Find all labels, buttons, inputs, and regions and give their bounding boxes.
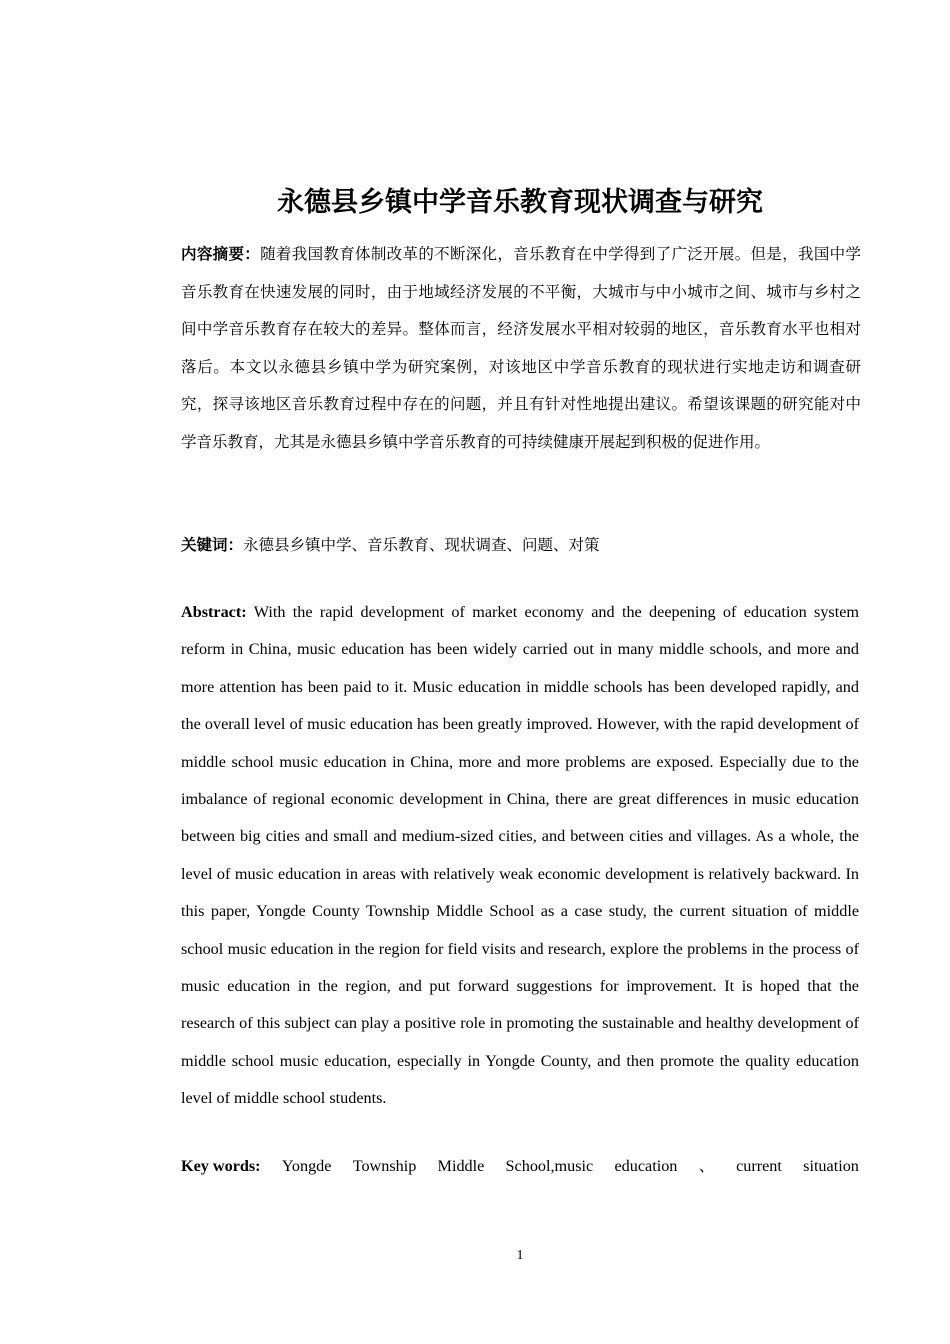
english-keyword: Middle	[437, 1157, 485, 1175]
english-abstract	[181, 594, 859, 1118]
english-abstract-label: Abstract:	[181, 603, 247, 621]
english-abstract-text: With the rapid development of market economy and the deepening of education system reform in China, music education has been widely carried out in many middle schools, and more and more attention has been paid to it. Music education in middle schools has been developed rapidly, and the overall level of music education has been greatly improved. However, with the rapid development of middle school music education in China, more and more problems are exposed. Especially due to the imbalance of regional economic development in China, there are great differences in music education between big cities and small and medium-sized cities, and between cities and villages. As a whole, the level of music education in areas with relatively weak economic development is relatively backward. In this paper, Yongde County Township Middle School as a case study, the current situation of middle school music education in the region for field visits and research, explore the problems in the process of music education in the region, and put forward suggestions for improvement. It is hoped that the research of this subject can play a positive role in promoting the sustainable and healthy development of middle school music education, especially in Yongde County, and then promote the quality education level of middle school students.	[181, 603, 859, 1108]
english-keyword: situation	[803, 1157, 859, 1175]
page-number: 1	[516, 1248, 524, 1263]
english-keyword: School,music	[505, 1157, 594, 1175]
english-keyword-separator: 、	[698, 1157, 715, 1175]
english-keyword: education	[614, 1157, 678, 1175]
chinese-keywords-text: 永德县乡镇中学、音乐教育、现状调查、问题、对策	[243, 536, 600, 554]
english-keyword: Yongde	[281, 1157, 332, 1175]
chinese-abstract-text: 随着我国教育体制改革的不断深化，音乐教育在中学得到了广泛开展。但是，我国中学音乐教育在快速发展的同时，由于地域经济发展的不平衡，大城市与中小城市之间、城市与乡村之间中学音乐教育存在较大的差异。整体而言，经济发展水平相对较弱的地区，音乐教育水平也相对落后。本文以永德县乡镇中学为研究案例，对该地区中学音乐教育的现状进行实地走访和调查研究，探寻该地区音乐教育过程中存在的问题，并且有针对性地提出建议。希望该课题的研究能对中学音乐教育，尤其是永德县乡镇中学音乐教育的可持续健康开展起到积极的促进作用。	[181, 245, 861, 451]
chinese-abstract-label: 内容摘要：	[181, 245, 261, 263]
chinese-keywords-label: 关键词：	[181, 536, 244, 554]
chinese-keywords	[181, 527, 861, 565]
page-title: 永德县乡镇中学音乐教育现状调查与研究	[277, 187, 763, 218]
english-keywords-label: Key words:	[181, 1157, 261, 1175]
chinese-abstract	[181, 236, 861, 461]
english-keyword: Township	[352, 1157, 417, 1175]
english-keywords	[181, 1148, 859, 1185]
english-keyword: current	[736, 1157, 782, 1175]
